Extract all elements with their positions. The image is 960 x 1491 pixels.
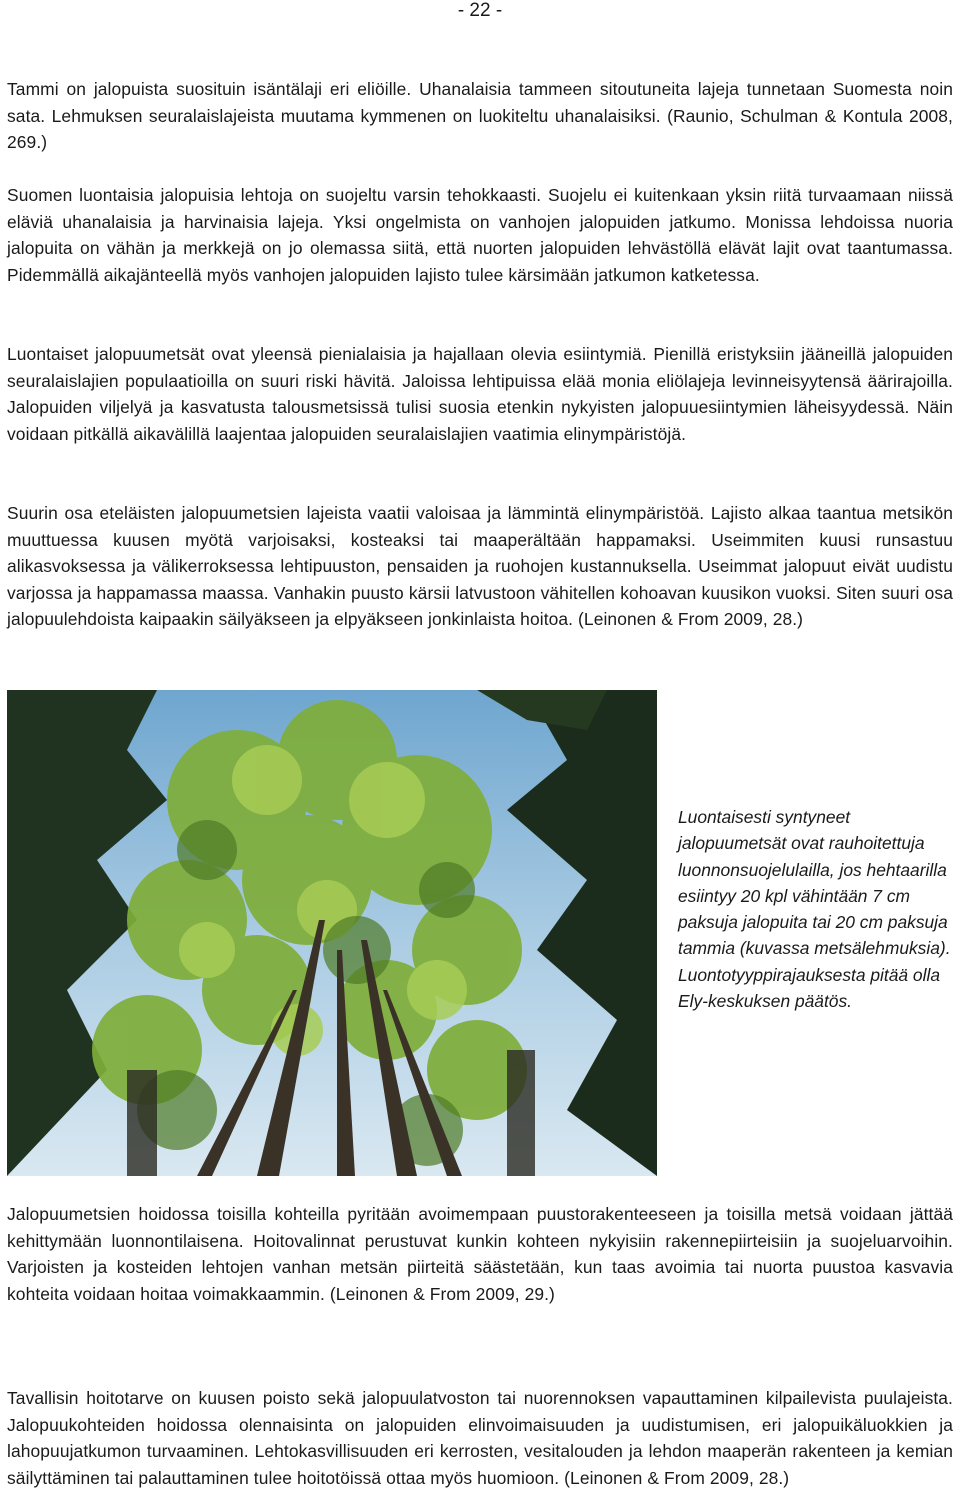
paragraph: Luontaiset jalopuumetsät ovat yleensä pienialaisia ja hajallaan olevia esiintymiä. Pienillä eristyksiin jääneillä jalopuiden seuralaislajien populaatioilla on suuri riski hävitä. Jaloissa lehtipuissa elää monia eliölajeja levinneisyytensä äärirajoilla. Jalopuiden viljelyä ja kasvatusta talousmetsissä tulisi suosia etenkin nykyisten jalopuuesiintymien läheisyydessä. Näin voidaan pitkällä aikavälillä laajentaa jalopuiden seuralaislajien vaatimia elinympäristöjä. bbox=[7, 344, 953, 444]
forest-canopy-photo bbox=[7, 690, 657, 1176]
paragraph: Jalopuumetsien hoidossa toisilla kohteilla pyritään avoimempaan puustorakenteeseen ja toisilla metsä voidaan jättää kehittymään luonnontilaisena. Hoitovalinnat perustuvat kunkin kohteen nykyisiin rakennepiirteisiin ja suojeluarvoihin. Varjoisten ja kosteiden lehtojen vanhan metsän piirteitä säästetään, kun taas avoimia tai nuorta puustoa kasvavia kohteita voidaan hoitaa voimakkaammin. (Leinonen & From 2009, 29.) bbox=[7, 1204, 953, 1304]
paragraph: Suomen luontaisia jalopuisia lehtoja on suojeltu varsin tehokkaasti. Suojelu ei kuitenkaan yksin riitä turvaamaan niissä eläviä uhanalaisia ja harvinaisia lajeja. Yksi ongelmista on vanhojen jalopuiden jatkumo. Monissa lehdoissa nuoria jalopuita on vähän ja merkkejä on jo olemassa siitä, että nuorten jalopuiden lehvästöllä elävät lajit ovat taantumassa. Pidemmällä aikajänteellä myös vanhojen jalopuiden lajisto tulee kärsimään jatkumon katketessa. bbox=[7, 185, 953, 285]
page-number: - 22 - bbox=[457, 0, 503, 21]
figure-caption: Luontaisesti syntyneet jalopuumetsät ovat rauhoitettuja luonnonsuojelulailla, jos hehtaarilla esiintyy 20 kpl vähintään 7 cm paksuja jalopuita tai 20 cm paksuja tammia (kuvassa metsälehmuksia). Luontotyyppirajauksesta pitää olla Ely-keskuksen päätös. bbox=[678, 807, 951, 1012]
paragraph: Tavallisin hoitotarve on kuusen poisto sekä jalopuulatvoston tai nuorennoksen vapauttaminen kilpailevista puulajeista. Jalopuukohteiden hoidossa olennaisinta on jalopuiden elinvoimaisuuden ja uudistumisen, eri jalopuikäluokkien ja lahopuujatkumon turvaaminen. Lehtokasvillisuuden eri kerrosten, vesitalouden ja lehdon maaperän rakenteen ja kemian säilyttäminen tai palauttaminen tulee hoitotöissä ottaa myös huomioon. (Leinonen & From 2009, 28.) bbox=[7, 1388, 953, 1488]
paragraph: Suurin osa eteläisten jalopuumetsien lajeista vaatii valoisaa ja lämmintä elinympäristöä. Lajisto alkaa taantua metsikön muuttuessa kuusen myötä varjoisaksi, kosteaksi tai maaperältään happamaksi. Useimmiten kuusi runsastuu alikasvoksessa ja välikerroksessa lehtipuuston, pensaiden ja ruohojen kustannuksella. Useimmat jalopuut eivät uudistu varjossa ja happamassa maassa. Vanhakin puusto kärsii latvustoon vähitellen kohoavan kuusikon vuoksi. Siten suuri osa jalopuulehdoista kaipaakin säilyäkseen ja elpyäkseen jonkinlaista hoitoa. (Leinonen & From 2009, 28.) bbox=[7, 503, 953, 629]
paragraph: Tammi on jalopuista suosituin isäntälaji eri eliöille. Uhanalaisia tammeen sitoutuneita lajeja tunnetaan Suomesta noin sata. Lehmuksen seuralaislajeista muutama kymmenen on luokiteltu uhanalaisiksi. (Raunio, Schulman & Kontula 2008, 269.) bbox=[7, 79, 953, 152]
